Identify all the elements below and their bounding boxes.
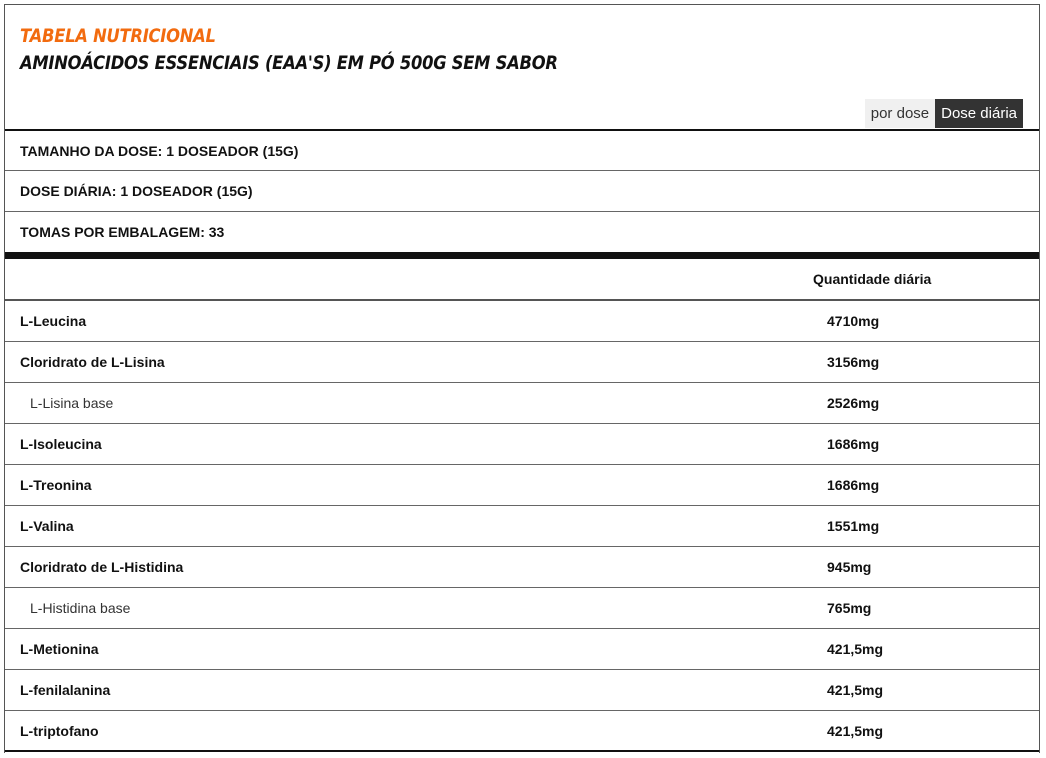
nutrient-name: L-Treonina [20, 477, 92, 493]
table-row [5, 588, 1039, 629]
nutrient-name: L-fenilalanina [20, 682, 111, 698]
dose-toggle [865, 99, 1023, 128]
nutrient-value: 421,5mg [827, 682, 884, 698]
nutrient-name: Cloridrato de L-Lisina [20, 354, 165, 370]
table-header [5, 5, 1039, 129]
nutrient-value: 945mg [827, 559, 872, 575]
table-row [5, 424, 1039, 465]
nutrient-value: 421,5mg [827, 722, 884, 739]
nutrient-value: 1686mg [827, 477, 880, 493]
daily-dose-row: DOSE DIÁRIA: 1 DOSEADOR (15G) [5, 170, 1039, 211]
table-row [5, 629, 1039, 670]
product-title: AMINOÁCIDOS ESSENCIAIS (EAA'S) EM PÓ 500G SEM SABOR [20, 52, 558, 74]
por-dose-button[interactable]: por dose [865, 99, 935, 128]
table-row [5, 383, 1039, 424]
table-row [5, 711, 1039, 752]
nutrient-value: 3156mg [827, 354, 880, 370]
nutrient-name: L-Metionina [20, 641, 99, 657]
nutrition-panel [4, 4, 1040, 753]
nutrient-name: L-Lisina base [30, 395, 114, 411]
table-row [5, 670, 1039, 711]
table-row [5, 465, 1039, 506]
nutrient-value: 2526mg [827, 395, 880, 411]
servings-per-package-row: TOMAS POR EMBALAGEM: 33 [5, 211, 1039, 252]
nutrient-name: L-Valina [20, 518, 74, 534]
table-row [5, 547, 1039, 588]
nutrient-value: 1551mg [827, 518, 880, 534]
table-row [5, 301, 1039, 342]
nutrient-value: 1686mg [827, 436, 880, 452]
table-row [5, 342, 1039, 383]
nutrient-value: 421,5mg [827, 641, 884, 657]
nutrient-name: L-Isoleucina [20, 436, 102, 452]
section-title: TABELA NUTRICIONAL [20, 25, 216, 47]
column-header-daily-amount: Quantidade diária [813, 271, 932, 287]
serving-size-row: TAMANHO DA DOSE: 1 DOSEADOR (15G) [5, 129, 1039, 170]
nutrient-name: L-Leucina [20, 313, 87, 329]
column-header-row [5, 259, 1039, 301]
thick-divider [5, 252, 1039, 259]
nutrient-value: 765mg [827, 600, 872, 616]
nutrient-name: Cloridrato de L-Histidina [20, 559, 184, 575]
nutrient-name: L-Histidina base [30, 600, 131, 616]
dose-diaria-button[interactable]: Dose diária [935, 99, 1023, 128]
nutrient-value: 4710mg [827, 313, 880, 329]
nutrient-name: L-triptofano [20, 722, 99, 739]
table-row [5, 506, 1039, 547]
